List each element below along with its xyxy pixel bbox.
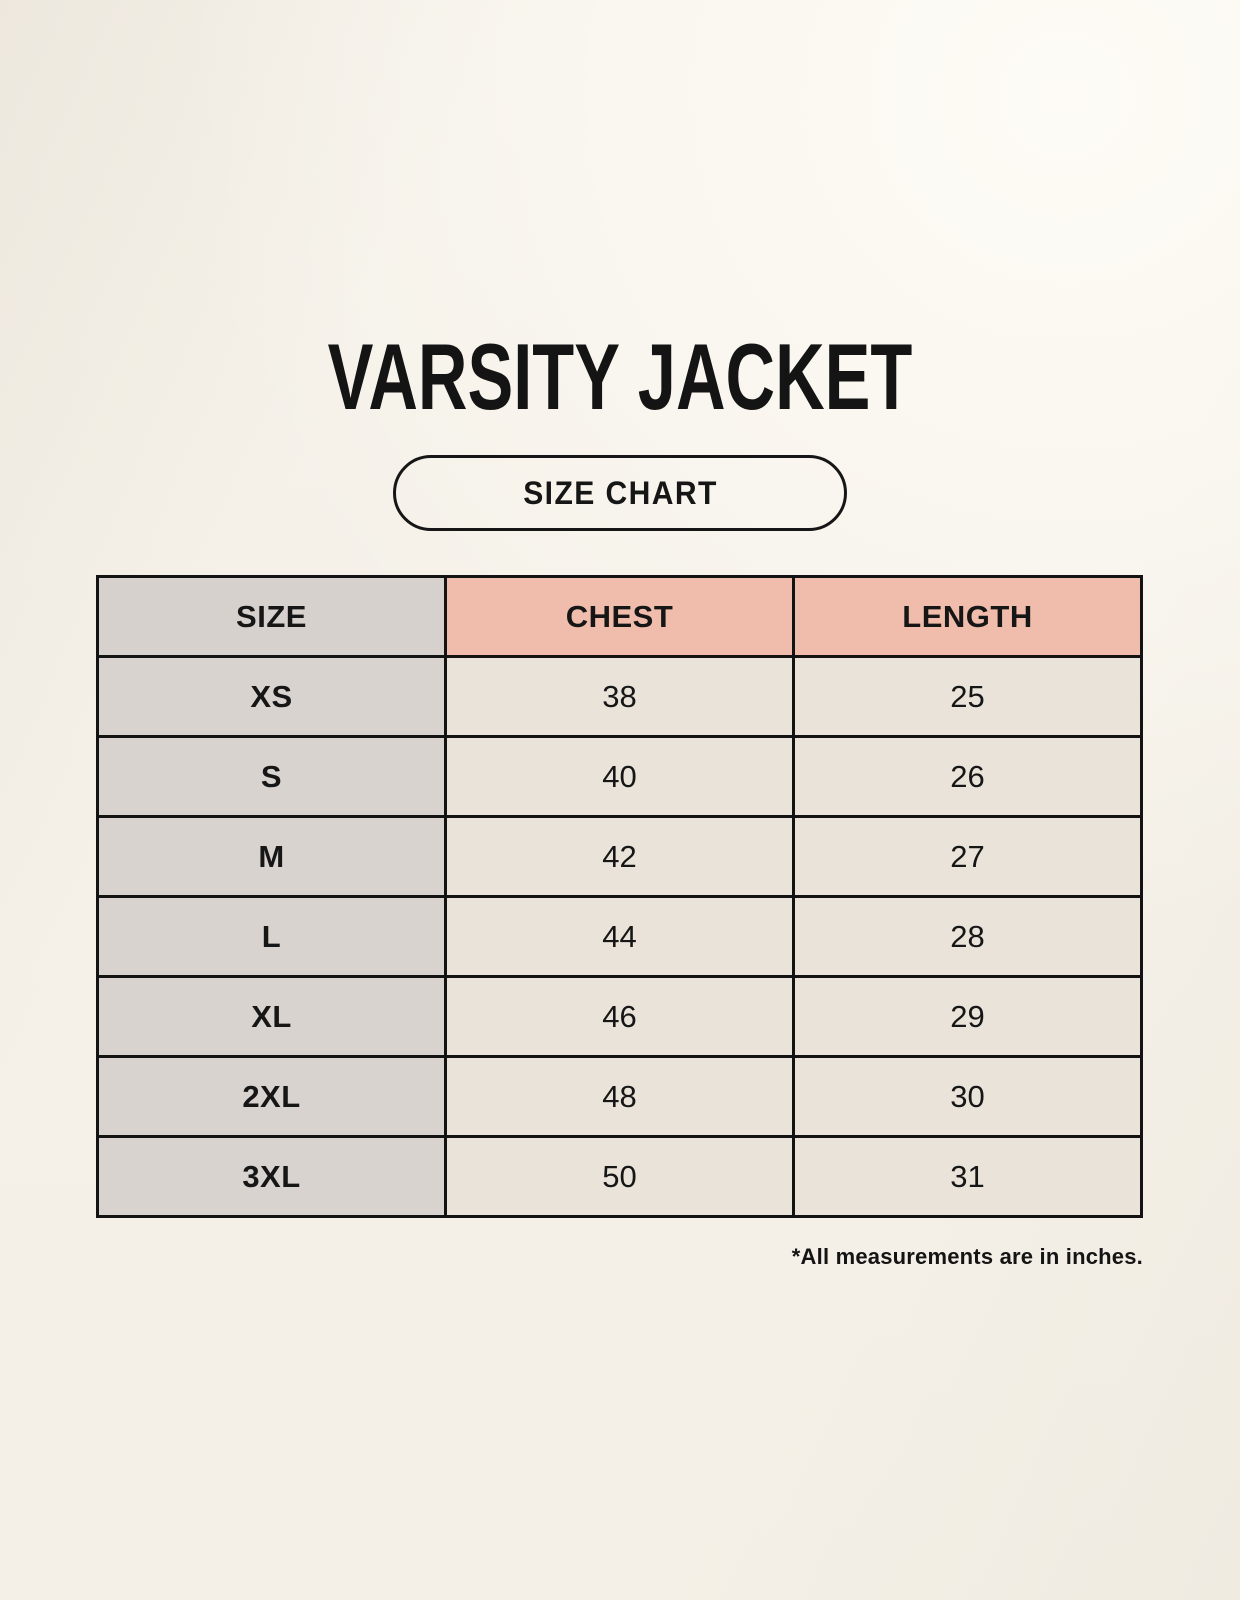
- page-title: VARSITY JACKET: [327, 324, 913, 429]
- table-row: [98, 1137, 1142, 1217]
- table-row: [98, 1057, 1142, 1137]
- chest-cell: 42: [446, 817, 794, 897]
- size-cell: M: [98, 817, 446, 897]
- chest-cell: 38: [446, 657, 794, 737]
- table-row: [98, 817, 1142, 897]
- size-cell: L: [98, 897, 446, 977]
- size-cell: XS: [98, 657, 446, 737]
- table-row: [98, 737, 1142, 817]
- size-cell: 2XL: [98, 1057, 446, 1137]
- chest-cell: 44: [446, 897, 794, 977]
- size-cell: XL: [98, 977, 446, 1057]
- table-row: [98, 977, 1142, 1057]
- table-row: [98, 657, 1142, 737]
- size-chart-button-label: SIZE CHART: [522, 474, 718, 511]
- size-chart-button[interactable]: [393, 455, 847, 531]
- column-header-size: SIZE: [98, 577, 446, 657]
- chest-cell: 48: [446, 1057, 794, 1137]
- size-cell: S: [98, 737, 446, 817]
- length-cell: 28: [794, 897, 1142, 977]
- length-cell: 30: [794, 1057, 1142, 1137]
- size-table: [96, 575, 1143, 1218]
- table-header-row: [98, 577, 1142, 657]
- chest-cell: 46: [446, 977, 794, 1057]
- column-header-chest: CHEST: [446, 577, 794, 657]
- length-cell: 26: [794, 737, 1142, 817]
- chest-cell: 40: [446, 737, 794, 817]
- size-cell: 3XL: [98, 1137, 446, 1217]
- chest-cell: 50: [446, 1137, 794, 1217]
- table-row: [98, 897, 1142, 977]
- column-header-length: LENGTH: [794, 577, 1142, 657]
- length-cell: 25: [794, 657, 1142, 737]
- length-cell: 31: [794, 1137, 1142, 1217]
- length-cell: 29: [794, 977, 1142, 1057]
- length-cell: 27: [794, 817, 1142, 897]
- measurements-footnote: *All measurements are in inches.: [791, 1244, 1143, 1269]
